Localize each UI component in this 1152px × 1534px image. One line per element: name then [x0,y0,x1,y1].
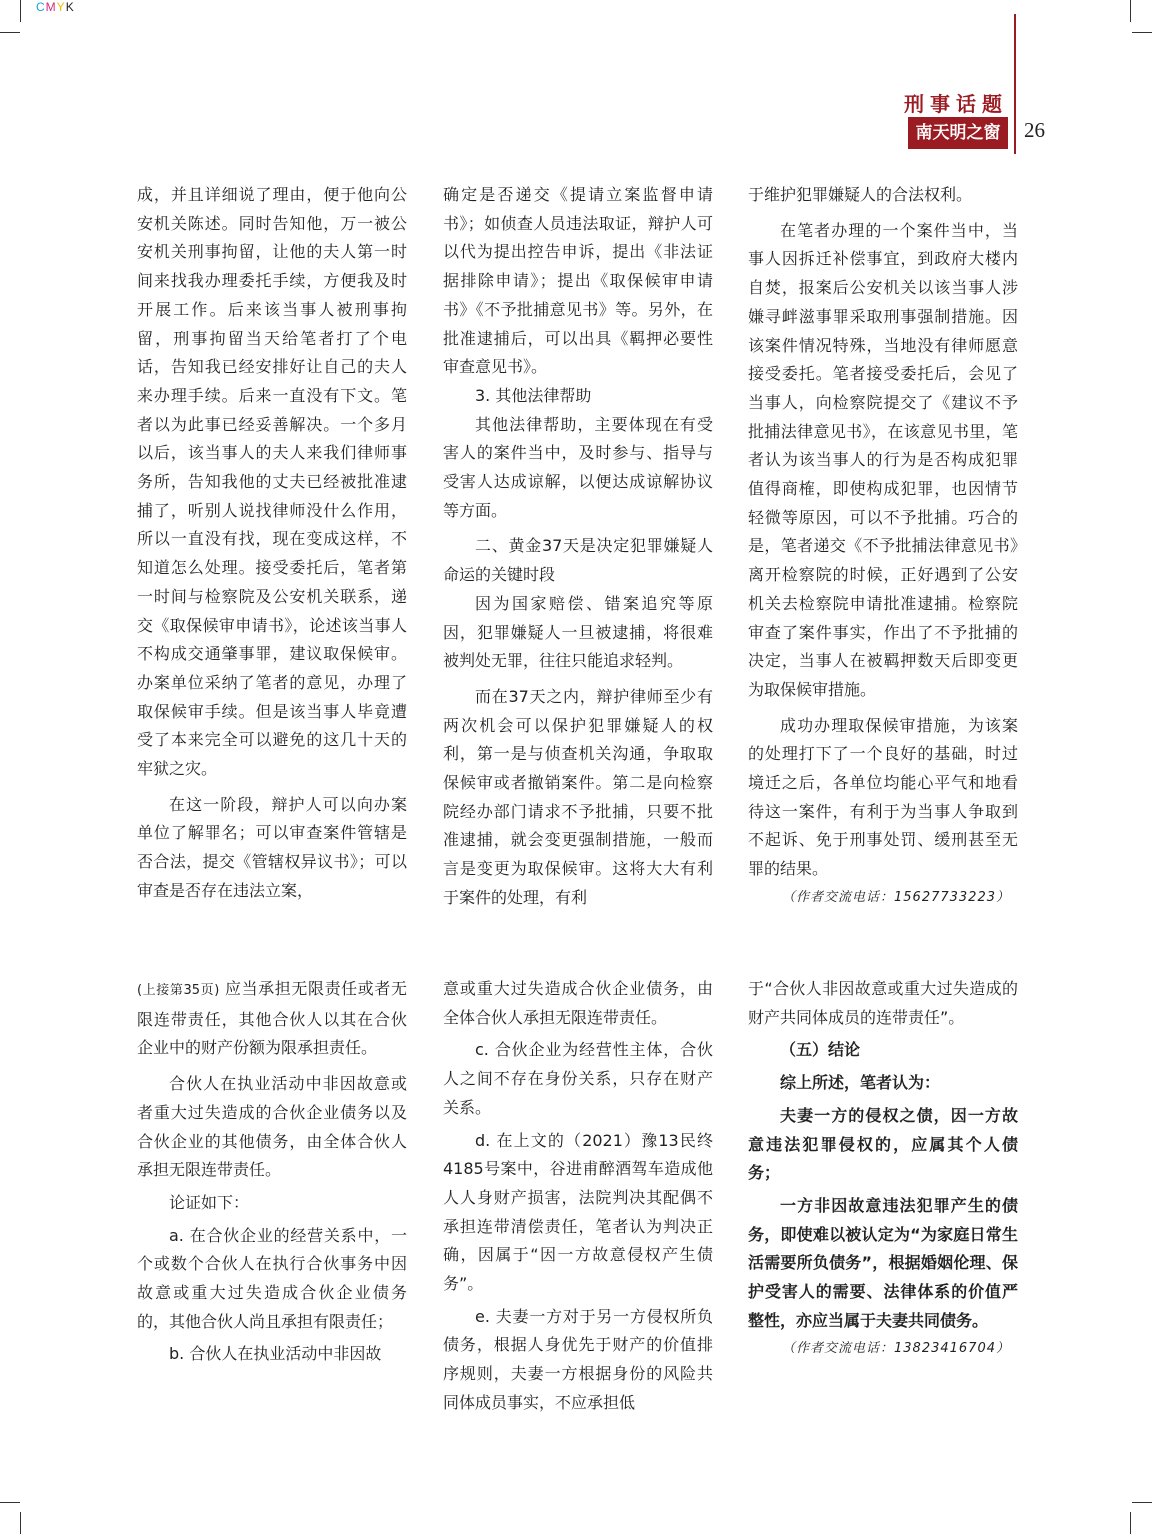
crop-mark-tr-h [1132,32,1152,33]
paragraph: c. 合伙企业为经营性主体，合伙人之间不存在身份关系，只存在财产关系。 [443,1040,713,1117]
paragraph: 成，并且详细说了理由，便于他向公安机关陈述。同时告知他，万一被公安机关刑事拘留，让他的夫人第一时间来找我办理委托手续，方便我及时开展工作。后来该当事人被刑事拘留，刑事拘留当天给笔者打了个电话，告知我已经安排好让自己的夫人来办理手续。后来一直没有下文。笔者以为此事已经妥善解决。一个多月以后，该当事人的夫人来我们律师事务所，告知我他的丈夫已经被批准逮捕了，听别人说找律师没什么作用，所以一直没有找，现在变成这样，不知道怎么处理。接受委托后，笔者第一时间与检察院及公安机关联系，递交《取保候审申请书》，论述该当事人不构成交通肇事罪，建议取保候审。办案单位采纳了笔者的意见，办理了取保候审手续。但是该当事人毕竟遭受了本来完全可以避免的这几十天的牢狱之灾。 [137,185,407,779]
crop-mark-bl-v [20,1512,21,1534]
top-column-1 [137,181,407,906]
paragraph: 论证如下： [169,1192,250,1212]
paragraph: 而在37天之内，辩护律师至少有两次机会可以保护犯罪嫌疑人的权利，第一是与侦查机关沟通，争取取保候审或者撤销案件。第二是向检察院经办部门请求不予批捕，只要不批准逮捕，就会变更强制措施，一般而言是变更为取保候审。这将大大有利于案件的处理，有利 [443,686,713,907]
paragraph: 其他法律帮助，主要体现在有受害人的案件当中，及时参与、指导与受害人达成谅解，以便达成谅解协议等方面。 [443,414,713,520]
paragraph: 意或重大过失造成合伙企业债务，由全体合伙人承担无限连带责任。 [443,979,713,1027]
column-name: 南天明之窗 [908,117,1008,149]
paragraph: 合伙人在执业活动中非因故意或者重大过失造成的合伙企业债务以及合伙企业的其他债务，由全体合伙人承担无限连带责任。 [137,1074,407,1180]
paragraph: 一方非因故意违法犯罪产生的债务，即使难以被认定为“为家庭日常生活需要所负债务”，根据婚姻伦理、保护受害人的需要、法律体系的价值严整性，亦应当属于夫妻共同债务。 [748,1195,1018,1330]
paragraph: 综上所述，笔者认为： [780,1073,941,1093]
cmyk-y: Y [56,0,66,14]
bottom-column-2 [443,975,713,1418]
crop-mark-br-v [1130,1512,1131,1534]
subheading: 3. 其他法律帮助 [475,385,592,405]
paragraph: 于“合伙人非因故意或重大过失造成的财产共同体成员的连带责任”。 [748,979,1018,1027]
section-title: 刑事话题 [904,92,1008,116]
section-heading: 二、黄金37天是决定犯罪嫌疑人命运的关键时段 [443,536,713,585]
author-contact: （作者交流电话：15627733223） [782,889,1010,905]
paragraph: 因为国家赔偿、错案追究等原因，犯罪嫌疑人一旦被逮捕，将很难被判处无罪，往往只能追求轻判。 [443,593,713,671]
paragraph: 确定是否递交《提请立案监督申请书》；如侦查人员违法取证，辩护人可以代为提出控告申诉，提出《非法证据排除申请》；提出《取保候审申请书》《不予批捕意见书》等。另外，在批准逮捕后，可以出具《羁押必要性审查意见书》。 [443,185,713,377]
crop-mark-tl-h [0,32,20,33]
lead-text: 应当承担无限责任或者无限连带责任，其他合伙人以其在合伙企业中的财产份额为限承担责任。 [137,979,407,1058]
paragraph: e. 夫妻一方对于另一方侵权所负债务，根据人身优先于财产的价值排序规则，夫妻一方根据身份的风险共同体成员事实，不应承担低 [443,1306,713,1412]
paragraph: b. 合伙人在执业活动中非因故 [169,1344,382,1364]
paragraph: 于维护犯罪嫌疑人的合法权利。 [748,185,973,204]
conclusion-heading: （五）结论 [780,1040,861,1060]
cmyk-c: C [36,0,46,14]
cmyk-print-marks [36,0,75,14]
cmyk-k: K [65,0,75,14]
page-number: 26 [1024,118,1045,142]
continued-note: (上接第35页) [137,983,220,998]
crop-mark-tl-v [20,0,21,22]
header-rule [1014,14,1016,154]
paragraph: 成功办理取保候审措施，为该案的处理打下了一个良好的基础，时过境迁之后，各单位均能心平气和地看待这一案件，有利于为当事人争取到不起诉、免于刑事处罚、缓刑甚至无罪的结果。 [748,715,1018,879]
top-column-3 [748,181,1018,913]
bottom-column-3 [748,975,1018,1364]
crop-mark-tr-v [1130,0,1131,22]
crop-mark-br-h [1132,1502,1152,1503]
bottom-column-1 [137,975,407,1369]
crop-mark-bl-h [0,1502,20,1503]
top-column-2 [443,181,713,913]
paragraph [137,975,407,1063]
paragraph: 夫妻一方的侵权之债，因一方故意违法犯罪侵权的，应属其个人债务； [748,1105,1018,1183]
paragraph: 在这一阶段，辩护人可以向办案单位了解罪名；可以审查案件管辖是否合法，提交《管辖权异议书》；可以审查是否存在违法立案， [137,794,407,900]
paragraph: d. 在上文的（2021）豫13民终4185号案中，谷进甫醉酒驾车造成他人人身财产损害，法院判决其配偶不承担连带清偿责任，笔者认为判决正确，因属于“因一方故意侵权产生债务”。 [443,1130,713,1294]
cmyk-m: M [45,0,57,14]
paragraph: a. 在合伙企业的经营关系中，一个或数个合伙人在执行合伙事务中因故意或重大过失造成合伙企业债务的，其他合伙人尚且承担有限责任； [137,1225,407,1331]
author-contact: （作者交流电话：13823416704） [782,1341,1010,1357]
paragraph: 在笔者办理的一个案件当中，当事人因拆迁补偿事宜，到政府大楼内自焚，报案后公安机关以该当事人涉嫌寻衅滋事罪采取刑事强制措施。因该案件情况特殊，当地没有律师愿意接受委托。笔者接受委托后，会见了当事人，向检察院提交了《建议不予批捕法律意见书》，在该意见书里，笔者认为该当事人的行为是否构成犯罪值得商榷，即使构成犯罪，也因情节轻微等原因，可以不予批捕。巧合的是，笔者递交《不予批捕法律意见书》离开检察院的时候，正好遇到了公安机关去检察院申请批准逮捕。检察院审查了案件事实，作出了不予批捕的决定，当事人在被羁押数天后即变更为取保候审措施。 [748,220,1018,699]
